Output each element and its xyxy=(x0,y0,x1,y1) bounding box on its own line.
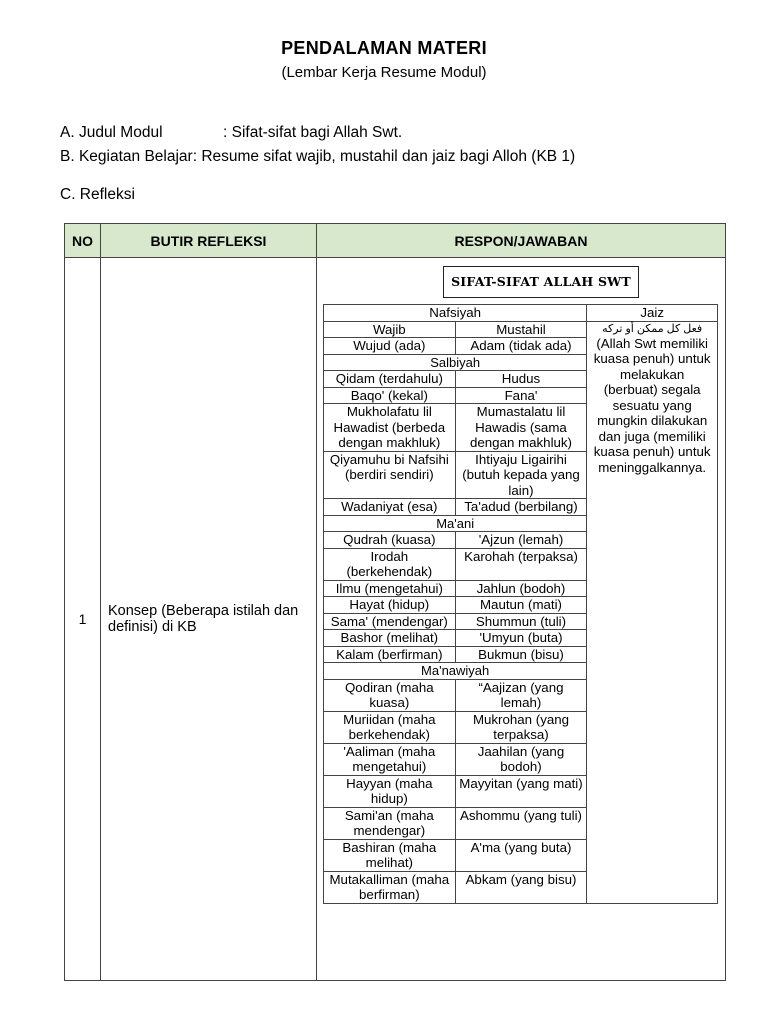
learning-activity-label: B. Kegiatan Belajar xyxy=(60,148,193,165)
wajib-cell: Hayyan (maha hidup) xyxy=(324,775,456,807)
mustahil-cell: Mukrohan (yang terpaksa) xyxy=(455,711,587,743)
wajib-cell: Baqo' (kekal) xyxy=(324,387,456,404)
module-title-value: : Sifat-sifat bagi Allah Swt. xyxy=(223,124,403,141)
response-cell xyxy=(317,258,726,981)
mustahil-cell: “Aajizan (yang lemah) xyxy=(455,679,587,711)
wajib-cell: Sama' (mendengar) xyxy=(324,613,456,630)
wajib-cell: Bashiran (maha melihat) xyxy=(324,839,456,871)
wajib-cell: Kalam (berfirman) xyxy=(324,646,456,663)
jaiz-text: (Allah Swt memiliki kuasa penuh) untuk melakukan (berbuat) segala sesuatu yang mungkin dilakukan dan juga (memiliki kuasa penuh) untuk meninggalkannya. xyxy=(593,335,711,475)
reflection-table xyxy=(64,223,726,981)
wajib-header: Wajib xyxy=(324,321,456,338)
mustahil-cell: Mautun (mati) xyxy=(455,597,587,614)
wajib-cell: 'Aaliman (maha mengetahui) xyxy=(324,743,456,775)
mustahil-cell: Mumastalatu lil Hawadis (sama dengan makhluk) xyxy=(455,404,587,452)
mustahil-cell: Fana' xyxy=(455,387,587,404)
header-no: NO xyxy=(65,224,101,258)
learning-activity-value: : Resume sifat wajib, mustahil dan jaiz bagi Alloh (KB 1) xyxy=(192,148,576,165)
maani-header: Ma'ani xyxy=(324,515,587,532)
mustahil-cell: Karohah (terpaksa) xyxy=(455,548,587,580)
wajib-cell: Mukholafatu lil Hawadist (berbeda dengan makhluk) xyxy=(324,404,456,452)
wajib-cell: Mutakalliman (maha berfirman) xyxy=(324,871,456,903)
mustahil-cell: Jahlun (bodoh) xyxy=(455,580,587,597)
jaiz-arabic: فعل كل ممكن أو تركه xyxy=(602,322,703,335)
jaiz-description xyxy=(587,321,718,903)
mustahil-cell: Adam (tidak ada) xyxy=(455,338,587,355)
wajib-cell: Irodah (berkehendak) xyxy=(324,548,456,580)
module-title-label: A. Judul Modul xyxy=(60,124,163,141)
wajib-cell: Wadaniyat (esa) xyxy=(324,499,456,516)
mustahil-cell: Mayyitan (yang mati) xyxy=(455,775,587,807)
page-title: PENDALAMAN MATERI xyxy=(281,38,487,58)
module-title-line xyxy=(60,124,402,142)
jaiz-header: Jaiz xyxy=(587,305,718,322)
learning-activity-line xyxy=(60,148,575,166)
mustahil-cell: Hudus xyxy=(455,371,587,388)
mustahil-cell: Bukmun (bisu) xyxy=(455,646,587,663)
mustahil-cell: Abkam (yang bisu) xyxy=(455,871,587,903)
header-butir: BUTIR REFLEKSI xyxy=(101,224,317,258)
header-respon: RESPON/JAWABAN xyxy=(317,224,726,258)
wajib-cell: Bashor (melihat) xyxy=(324,630,456,647)
mustahil-cell: Ihtiyaju Ligairihi (butuh kepada yang lain) xyxy=(455,451,587,499)
mustahil-cell: Jaahilan (yang bodoh) xyxy=(455,743,587,775)
reflection-heading: C. Refleksi xyxy=(60,186,135,203)
page-subtitle: (Lembar Kerja Resume Modul) xyxy=(281,64,487,81)
mustahil-cell: 'Umyun (buta) xyxy=(455,630,587,647)
nafsiyah-header: Nafsiyah xyxy=(324,305,587,322)
mustahil-header: Mustahil xyxy=(455,321,587,338)
sifat-title-box: SIFAT-SIFAT ALLAH SWT xyxy=(443,266,639,298)
wajib-cell: Ilmu (mengetahui) xyxy=(324,580,456,597)
wajib-cell: Muriidan (maha berkehendak) xyxy=(324,711,456,743)
sifat-table xyxy=(323,304,718,904)
wajib-cell: Wujud (ada) xyxy=(324,338,456,355)
mustahil-cell: 'Ajzun (lemah) xyxy=(455,532,587,549)
mustahil-cell: Ashommu (yang tuli) xyxy=(455,807,587,839)
wajib-cell: Qudrah (kuasa) xyxy=(324,532,456,549)
salbiyah-header: Salbiyah xyxy=(324,354,587,371)
mustahil-cell: Shummun (tuli) xyxy=(455,613,587,630)
wajib-cell: Qidam (terdahulu) xyxy=(324,371,456,388)
manawiyah-header: Ma'nawiyah xyxy=(324,663,587,680)
wajib-cell: Qiyamuhu bi Nafsihi (berdiri sendiri) xyxy=(324,451,456,499)
wajib-cell: Qodiran (maha kuasa) xyxy=(324,679,456,711)
row-number: 1 xyxy=(65,258,101,981)
wajib-cell: Hayat (hidup) xyxy=(324,597,456,614)
mustahil-cell: A'ma (yang buta) xyxy=(455,839,587,871)
wajib-cell: Sami'an (maha mendengar) xyxy=(324,807,456,839)
butir-text: Konsep (Beberapa istilah dan definisi) di KB xyxy=(101,258,317,981)
mustahil-cell: Ta'adud (berbilang) xyxy=(455,499,587,516)
